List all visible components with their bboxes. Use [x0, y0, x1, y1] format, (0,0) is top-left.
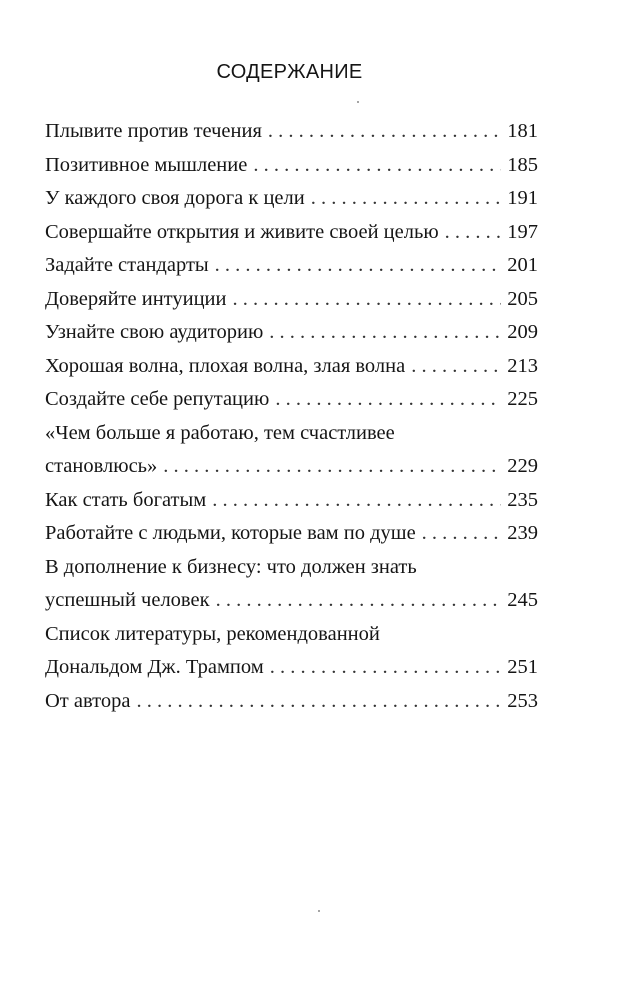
toc-entry: [45, 517, 538, 551]
toc-entry-title-line: «Чем больше я работаю, тем счастливее: [45, 421, 395, 444]
toc-entry: [45, 618, 538, 685]
page-title: СОДЕРЖАНИЕ: [216, 61, 363, 83]
toc-entry-page: 225: [507, 388, 538, 410]
toc-entry-title: Плывите против течения: [45, 120, 262, 142]
dot-leader: [269, 316, 501, 350]
toc-entry-title: У каждого своя дорога к цели: [45, 187, 305, 209]
toc-entry-title: Работайте с людьми, которые вам по душе: [45, 522, 416, 544]
toc-entry-page: 251: [507, 656, 538, 678]
toc-entry-title: Узнайте свою аудиторию: [45, 321, 264, 343]
toc-entry-title: становлюсь»: [45, 455, 158, 477]
dot-leader: [212, 484, 501, 518]
toc-entry-title: Дональдом Дж. Трампом: [45, 656, 264, 678]
toc-entry-page: 191: [507, 187, 538, 209]
toc-entry-title: Позитивное мышление: [45, 153, 248, 176]
toc-entry: [45, 383, 538, 417]
dot-leader: [253, 149, 501, 183]
toc-entry: [45, 216, 538, 250]
toc-entry-page: 253: [507, 689, 538, 712]
toc-entry-title: успешный человек: [45, 589, 210, 611]
dot-leader: [136, 685, 501, 719]
toc-entry-title: От автора: [45, 689, 131, 712]
toc-entry-page: 209: [507, 321, 538, 343]
toc-entry: [45, 182, 538, 216]
toc-entry-title: Создайте себе репутацию: [45, 388, 270, 410]
toc-entry-title: Доверяйте интуиции: [45, 287, 227, 310]
toc-entry-title: Задайте стандарты: [45, 254, 209, 276]
toc-entry-page: 229: [507, 455, 538, 477]
toc-entry: [45, 417, 538, 484]
scan-speck: [357, 101, 359, 103]
toc-entry-page: 245: [507, 589, 538, 611]
toc-entry-page: 201: [507, 254, 538, 276]
dot-leader: [275, 383, 501, 417]
scan-speck: [318, 910, 320, 912]
dot-leader: [411, 350, 501, 384]
toc-entry: [45, 551, 538, 618]
toc-entry-page: 197: [507, 220, 538, 243]
dot-leader: [270, 651, 502, 685]
toc-entry-title-line: В дополнение к бизнесу: что должен знать: [45, 555, 417, 578]
dot-leader: [163, 450, 501, 484]
dot-leader: [445, 216, 502, 250]
dot-leader: [216, 584, 502, 618]
toc-entry-page: 181: [507, 120, 538, 142]
toc-entry: [45, 115, 538, 149]
toc-entry-page: 185: [507, 153, 538, 176]
toc-entry: [45, 249, 538, 283]
dot-leader: [422, 517, 502, 551]
toc-entry-page: 213: [507, 354, 538, 377]
toc-entry: [45, 484, 538, 518]
toc-entry-page: 235: [507, 488, 538, 511]
table-of-contents: [45, 115, 538, 718]
toc-entry: [45, 283, 538, 317]
toc-entry: [45, 685, 538, 719]
toc-entry: [45, 350, 538, 384]
toc-entry-title: Как стать богатым: [45, 488, 207, 511]
toc-entry-title: Совершайте открытия и живите своей целью: [45, 220, 439, 243]
toc-entry: [45, 149, 538, 183]
toc-entry-title-line: Список литературы, рекомендованной: [45, 622, 380, 645]
dot-leader: [311, 182, 502, 216]
dot-leader: [215, 249, 502, 283]
dot-leader: [268, 115, 501, 149]
toc-entry-page: 205: [507, 287, 538, 310]
dot-leader: [233, 283, 502, 317]
toc-entry-page: 239: [507, 522, 538, 544]
toc-entry: [45, 316, 538, 350]
toc-entry-title: Хорошая волна, плохая волна, злая волна: [45, 354, 406, 377]
